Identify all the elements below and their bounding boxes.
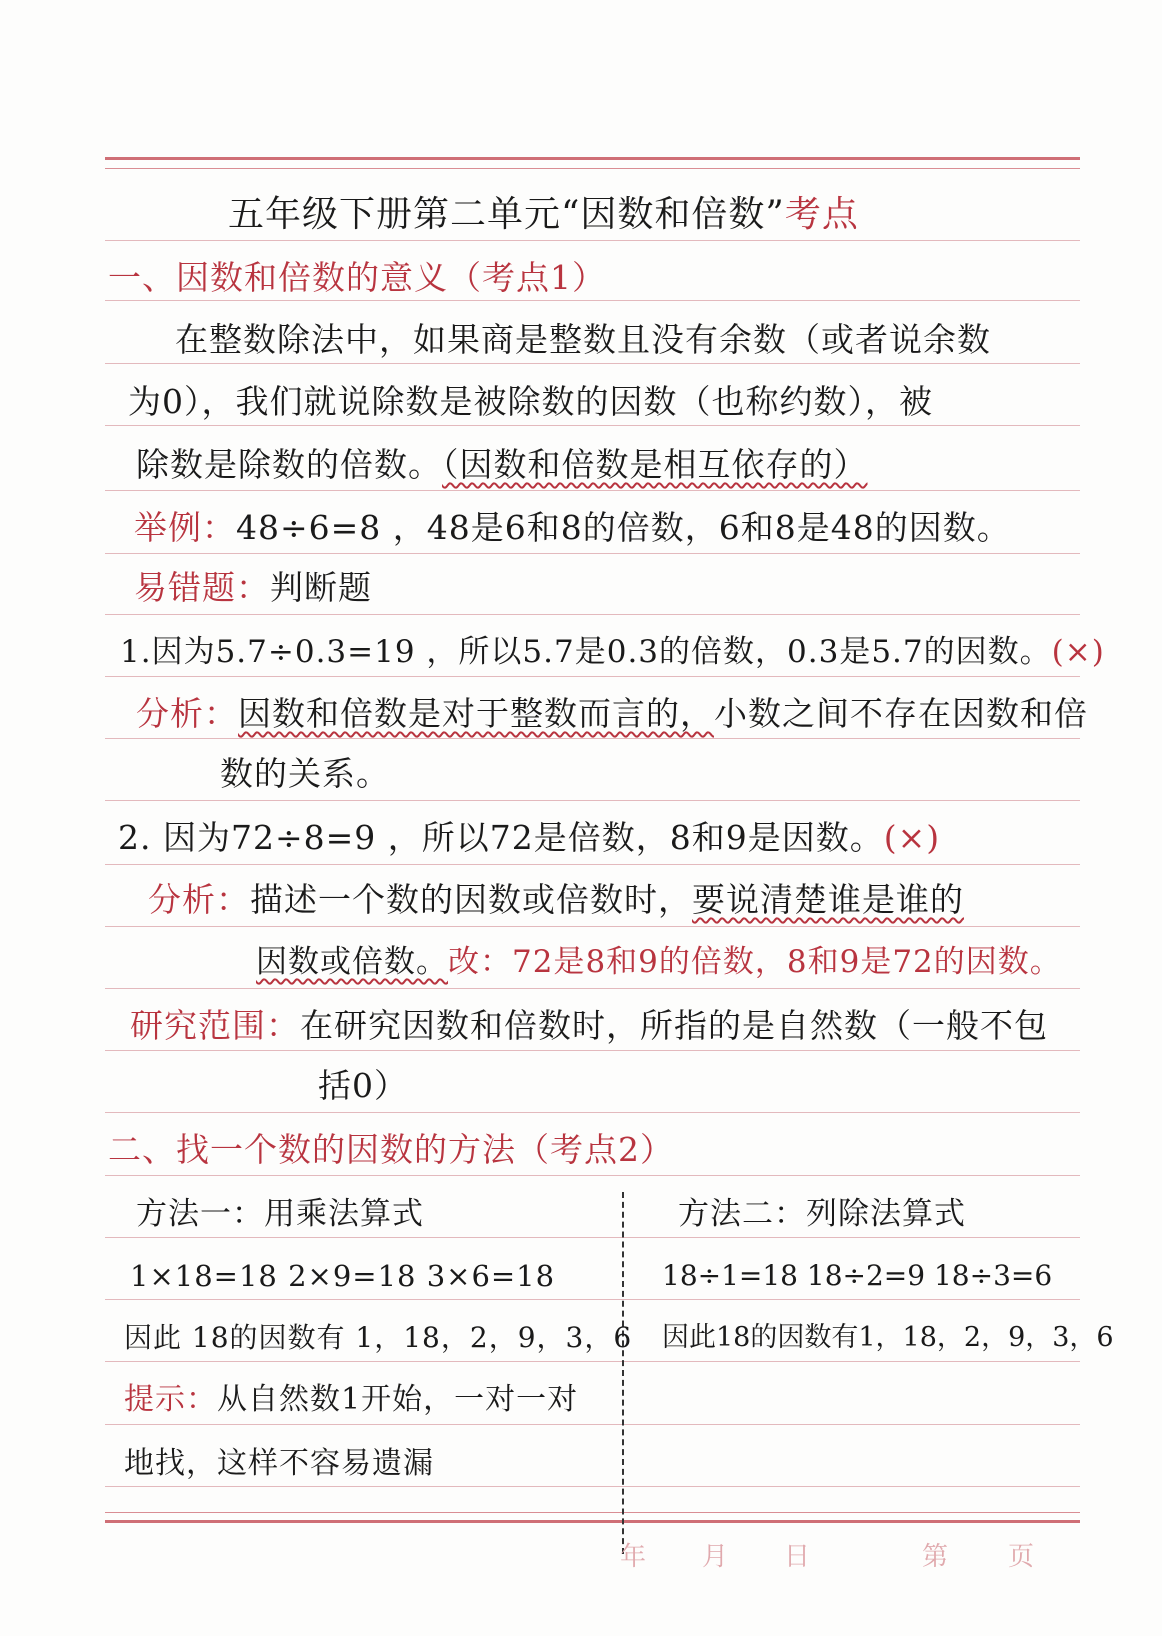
analysis-2 [148,880,964,920]
method-1-result: 因此 18的因数有 1，18，2，9，3，6 [124,1321,633,1354]
bottom-rule [105,1520,1080,1523]
ruled-line [105,864,1080,865]
title-suffix: 考点 [784,194,859,235]
top-rule [105,157,1080,160]
error-label: 易错题： [134,568,270,607]
ruled-line [105,1299,1080,1300]
error-type: 判断题 [270,568,372,607]
method-1-title: 方法一：用乘法算式 [136,1196,424,1232]
ruled-line [105,490,1080,491]
scope-cont: 括0） [318,1066,408,1105]
ruled-line [105,1050,1080,1051]
question-2 [118,818,940,858]
ruled-line [105,553,1080,554]
title-main: 五年级下册第二单元“因数和倍数” [228,194,785,235]
analysis-2-key: 要说清楚谁是谁的 [692,880,964,919]
footer-no: 第 [922,1542,949,1572]
analysis-2-cont [256,942,1062,982]
footer-month: 月 [702,1542,729,1572]
analysis-2-label: 分析： [148,880,250,919]
example-row [134,508,1011,548]
definition-line-1: 在整数除法中，如果商是整数且没有余数（或者说余数 [175,320,991,359]
method-2-result: 因此18的因数有1，18，2，9，3，6 [662,1322,1114,1353]
ruled-line [105,1175,1080,1176]
question-1 [120,632,1105,672]
bottom-rule-thin [105,1512,1080,1513]
ruled-line [105,800,1080,801]
analysis-2-text: 描述一个数的因数或倍数时， [250,880,692,919]
tip-cont: 地找，这样不容易遗漏 [124,1446,434,1481]
question-2-mark: (×) [883,818,941,857]
analysis-2-fix: 改：72是8和9的倍数，8和9是72的因数。 [448,944,1062,980]
ruled-line [105,1424,1080,1425]
page-title [228,195,859,235]
footer-page: 页 [1008,1542,1035,1572]
tip-text: 从自然数1开始，一对一对 [217,1382,579,1417]
footer-year: 年 [620,1542,647,1572]
analysis-1-label: 分析： [136,694,238,733]
question-1-mark: (×) [1051,634,1105,670]
question-1-text: 1.因为5.7÷0.3=19 ，所以5.7是0.3的倍数，0.3是5.7的因数。 [120,634,1052,670]
ruled-line [105,363,1080,364]
question-2-text: 2. 因为72÷8=9 ，所以72是倍数，8和9是因数。 [118,818,884,857]
ruled-line [105,240,1080,241]
analysis-1-rest: 小数之间不存在因数和倍 [714,694,1088,733]
tip-row [124,1380,578,1420]
section1-heading: 一、因数和倍数的意义（考点1） [108,258,606,297]
ruled-line [105,926,1080,927]
top-rule-thin [105,168,1080,169]
ruled-line [105,738,1080,739]
ruled-line [105,988,1080,989]
analysis-1 [136,694,1088,734]
scope-text: 在研究因数和倍数时，所指的是自然数（一般不包 [300,1006,1048,1045]
method-1-equations: 1×18=18 2×9=18 3×6=18 [130,1259,556,1293]
tip-label: 提示： [124,1382,217,1417]
analysis-2-key-2: 因数或倍数。 [256,944,448,980]
method-2-title: 方法二：列除法算式 [678,1196,966,1232]
scope-label: 研究范围： [130,1006,300,1045]
analysis-1-key: 因数和倍数是对于整数而言的， [238,694,714,733]
section2-heading: 二、找一个数的因数的方法（考点2） [108,1130,674,1169]
ruled-line [105,614,1080,615]
example-text: 48÷6=8 ，48是6和8的倍数，6和8是48的因数。 [236,508,1011,547]
ruled-line [105,300,1080,301]
method-2-equations: 18÷1=18 18÷2=9 18÷3=6 [662,1259,1053,1292]
definition-line-3 [136,445,868,485]
scope-row [130,1006,1048,1046]
error-row [134,568,372,608]
definition-note: （因数和倍数是相互依存的） [442,445,868,484]
example-label: 举例： [134,508,236,547]
ruled-line [105,1237,1080,1238]
footer-day: 日 [784,1542,811,1572]
definition-line-3-a: 除数是除数的倍数。 [136,445,442,484]
ruled-line [105,425,1080,426]
analysis-1-cont: 数的关系。 [220,754,390,793]
ruled-line [105,1361,1080,1362]
ruled-line [105,1112,1080,1113]
ruled-line [105,676,1080,677]
definition-line-2: 为0），我们就说除数是被除数的因数（也称约数），被 [128,382,933,421]
column-divider [622,1192,624,1554]
ruled-line [105,1486,1080,1487]
